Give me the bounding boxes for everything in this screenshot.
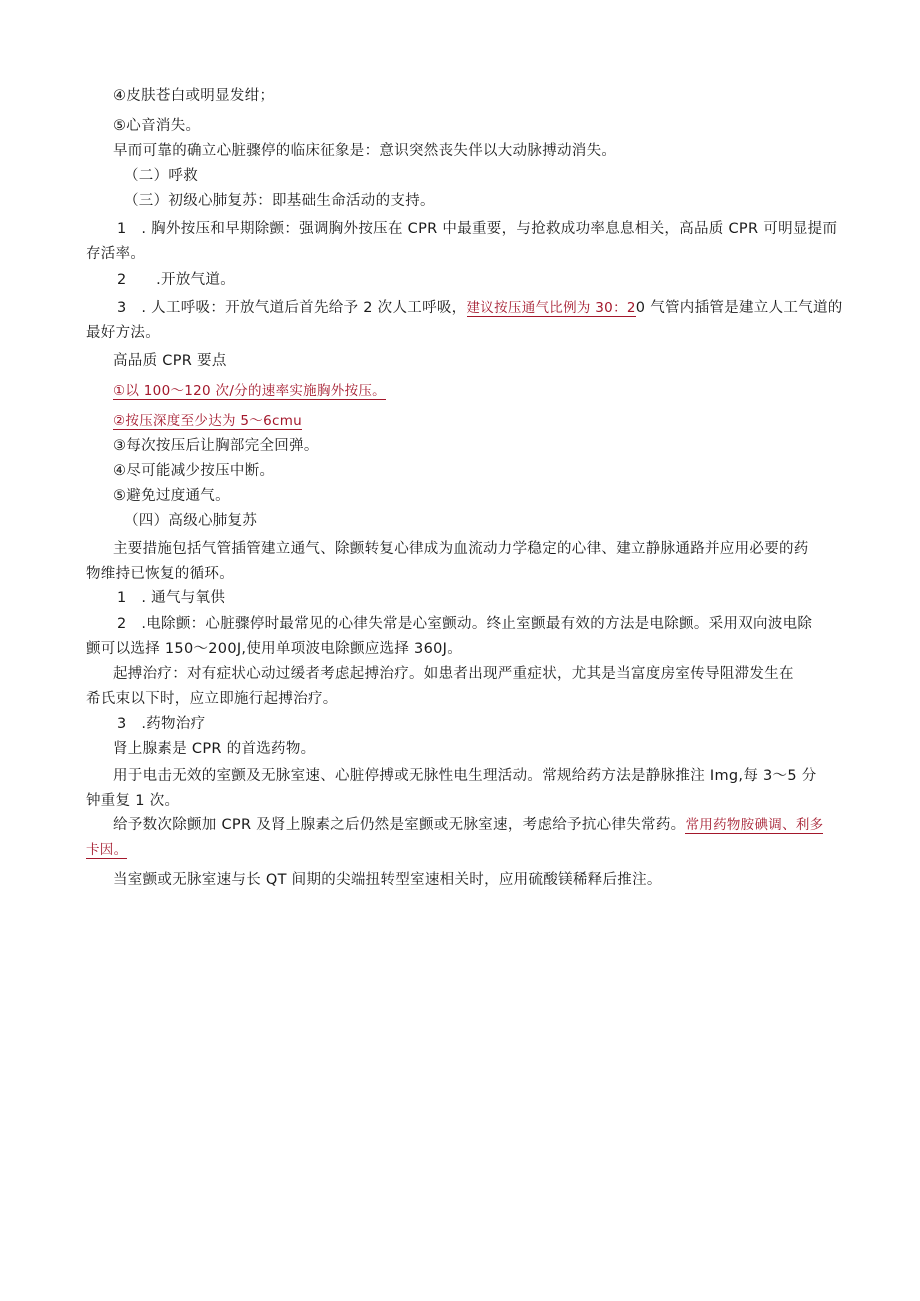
text-line: 用于电击无效的室颤及无脉室速、心脏停搏或无脉性电生理活动。常规给药方法是静脉推注 Img,每 3〜5 分 bbox=[113, 768, 817, 784]
highlighted-text: 常用药物胺碘调、利多 bbox=[685, 817, 824, 833]
text-line: 2 .开放气道。 bbox=[117, 272, 236, 288]
text-line bbox=[113, 815, 823, 835]
highlighted-text: 卡因。 bbox=[86, 842, 128, 858]
text-line: 主要措施包括气管插管建立通气、除颤转复心律成为血流动力学稳定的心律、建立静脉通路并应用必要的药 bbox=[113, 541, 809, 557]
text-line: ⑤心音消失。 bbox=[113, 118, 201, 134]
text-line: 当室颤或无脉室速与长 QT 间期的尖端扭转型室速相关时，应用硫酸镁稀释后推注。 bbox=[113, 872, 662, 888]
highlighted-line bbox=[113, 411, 302, 431]
text-segment: 3 . 人工呼吸：开放气道后首先给予 2 次人工呼吸， bbox=[117, 300, 467, 316]
text-line: 钟重复 1 次。 bbox=[86, 793, 180, 809]
highlighted-text: 建议按压通气比例为 30：2 bbox=[466, 300, 636, 316]
section-heading: （三）初级心肺复苏：即基础生命活动的支持。 bbox=[124, 193, 435, 209]
list-item: ⑤避免过度通气。 bbox=[113, 488, 230, 504]
highlighted-line bbox=[86, 840, 127, 860]
text-line: 颤可以选择 150〜200J,使用单项波电除颤应选择 360J。 bbox=[86, 641, 463, 657]
text-line: 物维持已恢复的循环。 bbox=[86, 566, 234, 582]
highlighted-text: ①以 100〜120 次/分的速率实施胸外按压。 bbox=[113, 383, 386, 399]
text-line: ④皮肤苍白或明显发绀； bbox=[113, 88, 275, 104]
section-heading: （四）高级心肺复苏 bbox=[124, 513, 258, 529]
text-line: 3 .药物治疗 bbox=[117, 716, 206, 732]
text-line: 1 . 通气与氧供 bbox=[117, 590, 226, 606]
list-item: ④尽可能减少按压中断。 bbox=[113, 463, 275, 479]
text-segment: 0 气管内插管是建立人工气道的 bbox=[635, 300, 843, 316]
subheading: 高品质 CPR 要点 bbox=[113, 353, 227, 369]
text-line: 最好方法。 bbox=[86, 325, 160, 341]
text-segment: 给予数次除颤加 CPR 及肾上腺素之后仍然是室颤或无脉室速，考虑给予抗心律失常药。 bbox=[113, 817, 686, 833]
section-heading: （二）呼救 bbox=[124, 168, 198, 184]
highlighted-line bbox=[113, 381, 386, 401]
text-line: 1 . 胸外按压和早期除颤：强调胸外按压在 CPR 中最重要，与抢救成功率息息相关，高品质 CPR 可明显提而 bbox=[117, 221, 838, 237]
highlighted-text: ②按压深度至少达为 5〜6cmu bbox=[113, 413, 303, 429]
text-line: 起搏治疗：对有症状心动过缓者考虑起搏治疗。如患者出现严重症状，尤其是当富度房室传导阻滞发生在 bbox=[113, 666, 794, 682]
text-line: 早而可靠的确立心脏骤停的临床征象是：意识突然丧失伴以大动脉搏动消失。 bbox=[113, 143, 617, 159]
text-line bbox=[117, 298, 843, 318]
text-line: 存活率。 bbox=[86, 246, 146, 262]
text-line: 2 .电除颤：心脏骤停时最常见的心律失常是心室颤动。终止室颤最有效的方法是电除颤。采用双向波电除 bbox=[117, 616, 813, 632]
text-line: 希氏束以下时，应立即施行起搏治疗。 bbox=[86, 691, 338, 707]
list-item: ③每次按压后让胸部完全回弹。 bbox=[113, 438, 319, 454]
text-line: 肾上腺素是 CPR 的首选药物。 bbox=[113, 741, 316, 757]
